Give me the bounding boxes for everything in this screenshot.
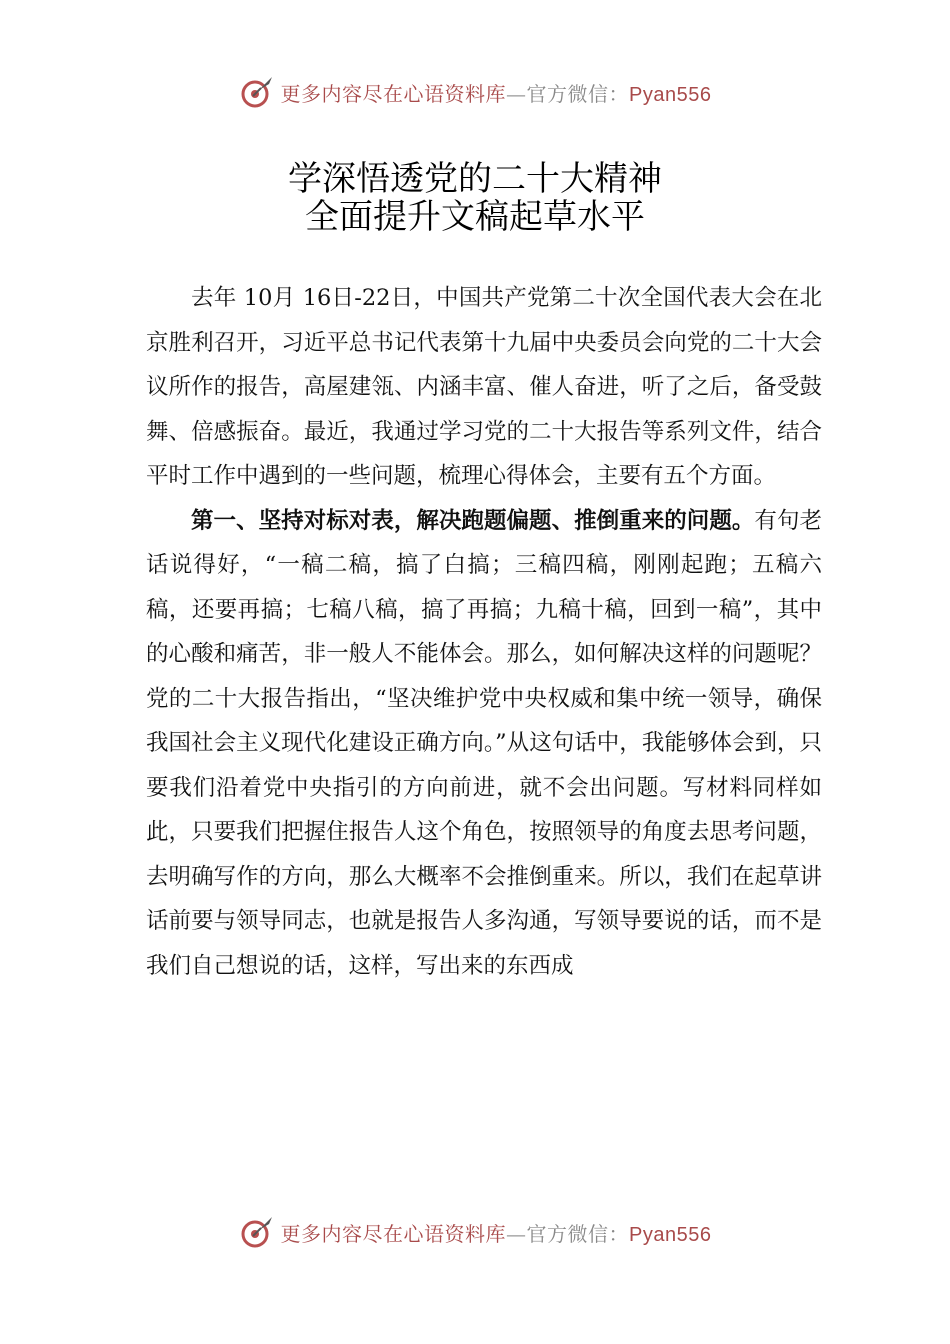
- header-dash: —: [506, 81, 527, 106]
- footer-watermark-text: [281, 1218, 712, 1247]
- document-title: [0, 160, 950, 236]
- paragraph-2-body: 有句老话说得好，“一稿二稿，搞了白搞；三稿四稿，刚刚起跑；五稿六稿，还要再搞；七稿八稿，搞了再搞；九稿十稿，回到一稿”，其中的心酸和痛苦，非一般人不能体会。那么，如何解决这样的问题呢？党的二十大报告指出，“坚决维护党中央权威和集中统一领导，确保我国社会主义现代化建设正确方向。”从这句话中，我能够体会到，只要我们沿着党中央指引的方向前进，就不会出问题。写材料同样如此，只要我们把握住报告人这个角色，按照领导的角度去思考问题，去明确写作的方向，那么大概率不会推倒重来。所以，我们在起草讲话前要与领导同志，也就是报告人多沟通，写领导要说的话，而不是我们自己想说的话，这样，写出来的东西成: [146, 507, 822, 979]
- footer-dash: —: [506, 1221, 527, 1246]
- paragraph-1: 去年 10月 16日-22日，中国共产党第二十次全国代表大会在北京胜利召开，习近平总书记代表第十九届中央委员会向党的二十大会议所作的报告，高屋建瓴、内涵丰富、催人奋进，听了之后，备受鼓舞、倍感振奋。最近，我通过学习党的二十大报告等系列文件，结合平时工作中遇到的一些问题，梳理心得体会，主要有五个方面。: [146, 285, 822, 489]
- title-line-2: 全面提升文稿起草水平: [305, 197, 645, 237]
- section-heading-1: 第一、坚持对标对表，解决跑题偏题、推倒重来的问题。: [191, 507, 755, 534]
- page-header: [0, 72, 950, 112]
- header-brand: 更多内容尽在心语资料库: [280, 81, 507, 106]
- footer-brand: 更多内容尽在心语资料库: [280, 1221, 507, 1246]
- paragraph-2: [146, 499, 822, 989]
- header-label: 官方微信：: [526, 81, 630, 106]
- header-watermark-text: [281, 78, 712, 107]
- title-line-1: 学深悟透党的二十大精神: [288, 159, 662, 199]
- footer-label: 官方微信：: [526, 1221, 630, 1246]
- header-account: Pyan556: [629, 83, 712, 106]
- document-body: [146, 276, 822, 988]
- footer-account: Pyan556: [629, 1223, 712, 1246]
- quill-logo-icon: [239, 1214, 275, 1250]
- page-footer: [0, 1212, 950, 1252]
- quill-logo-icon: [239, 74, 275, 110]
